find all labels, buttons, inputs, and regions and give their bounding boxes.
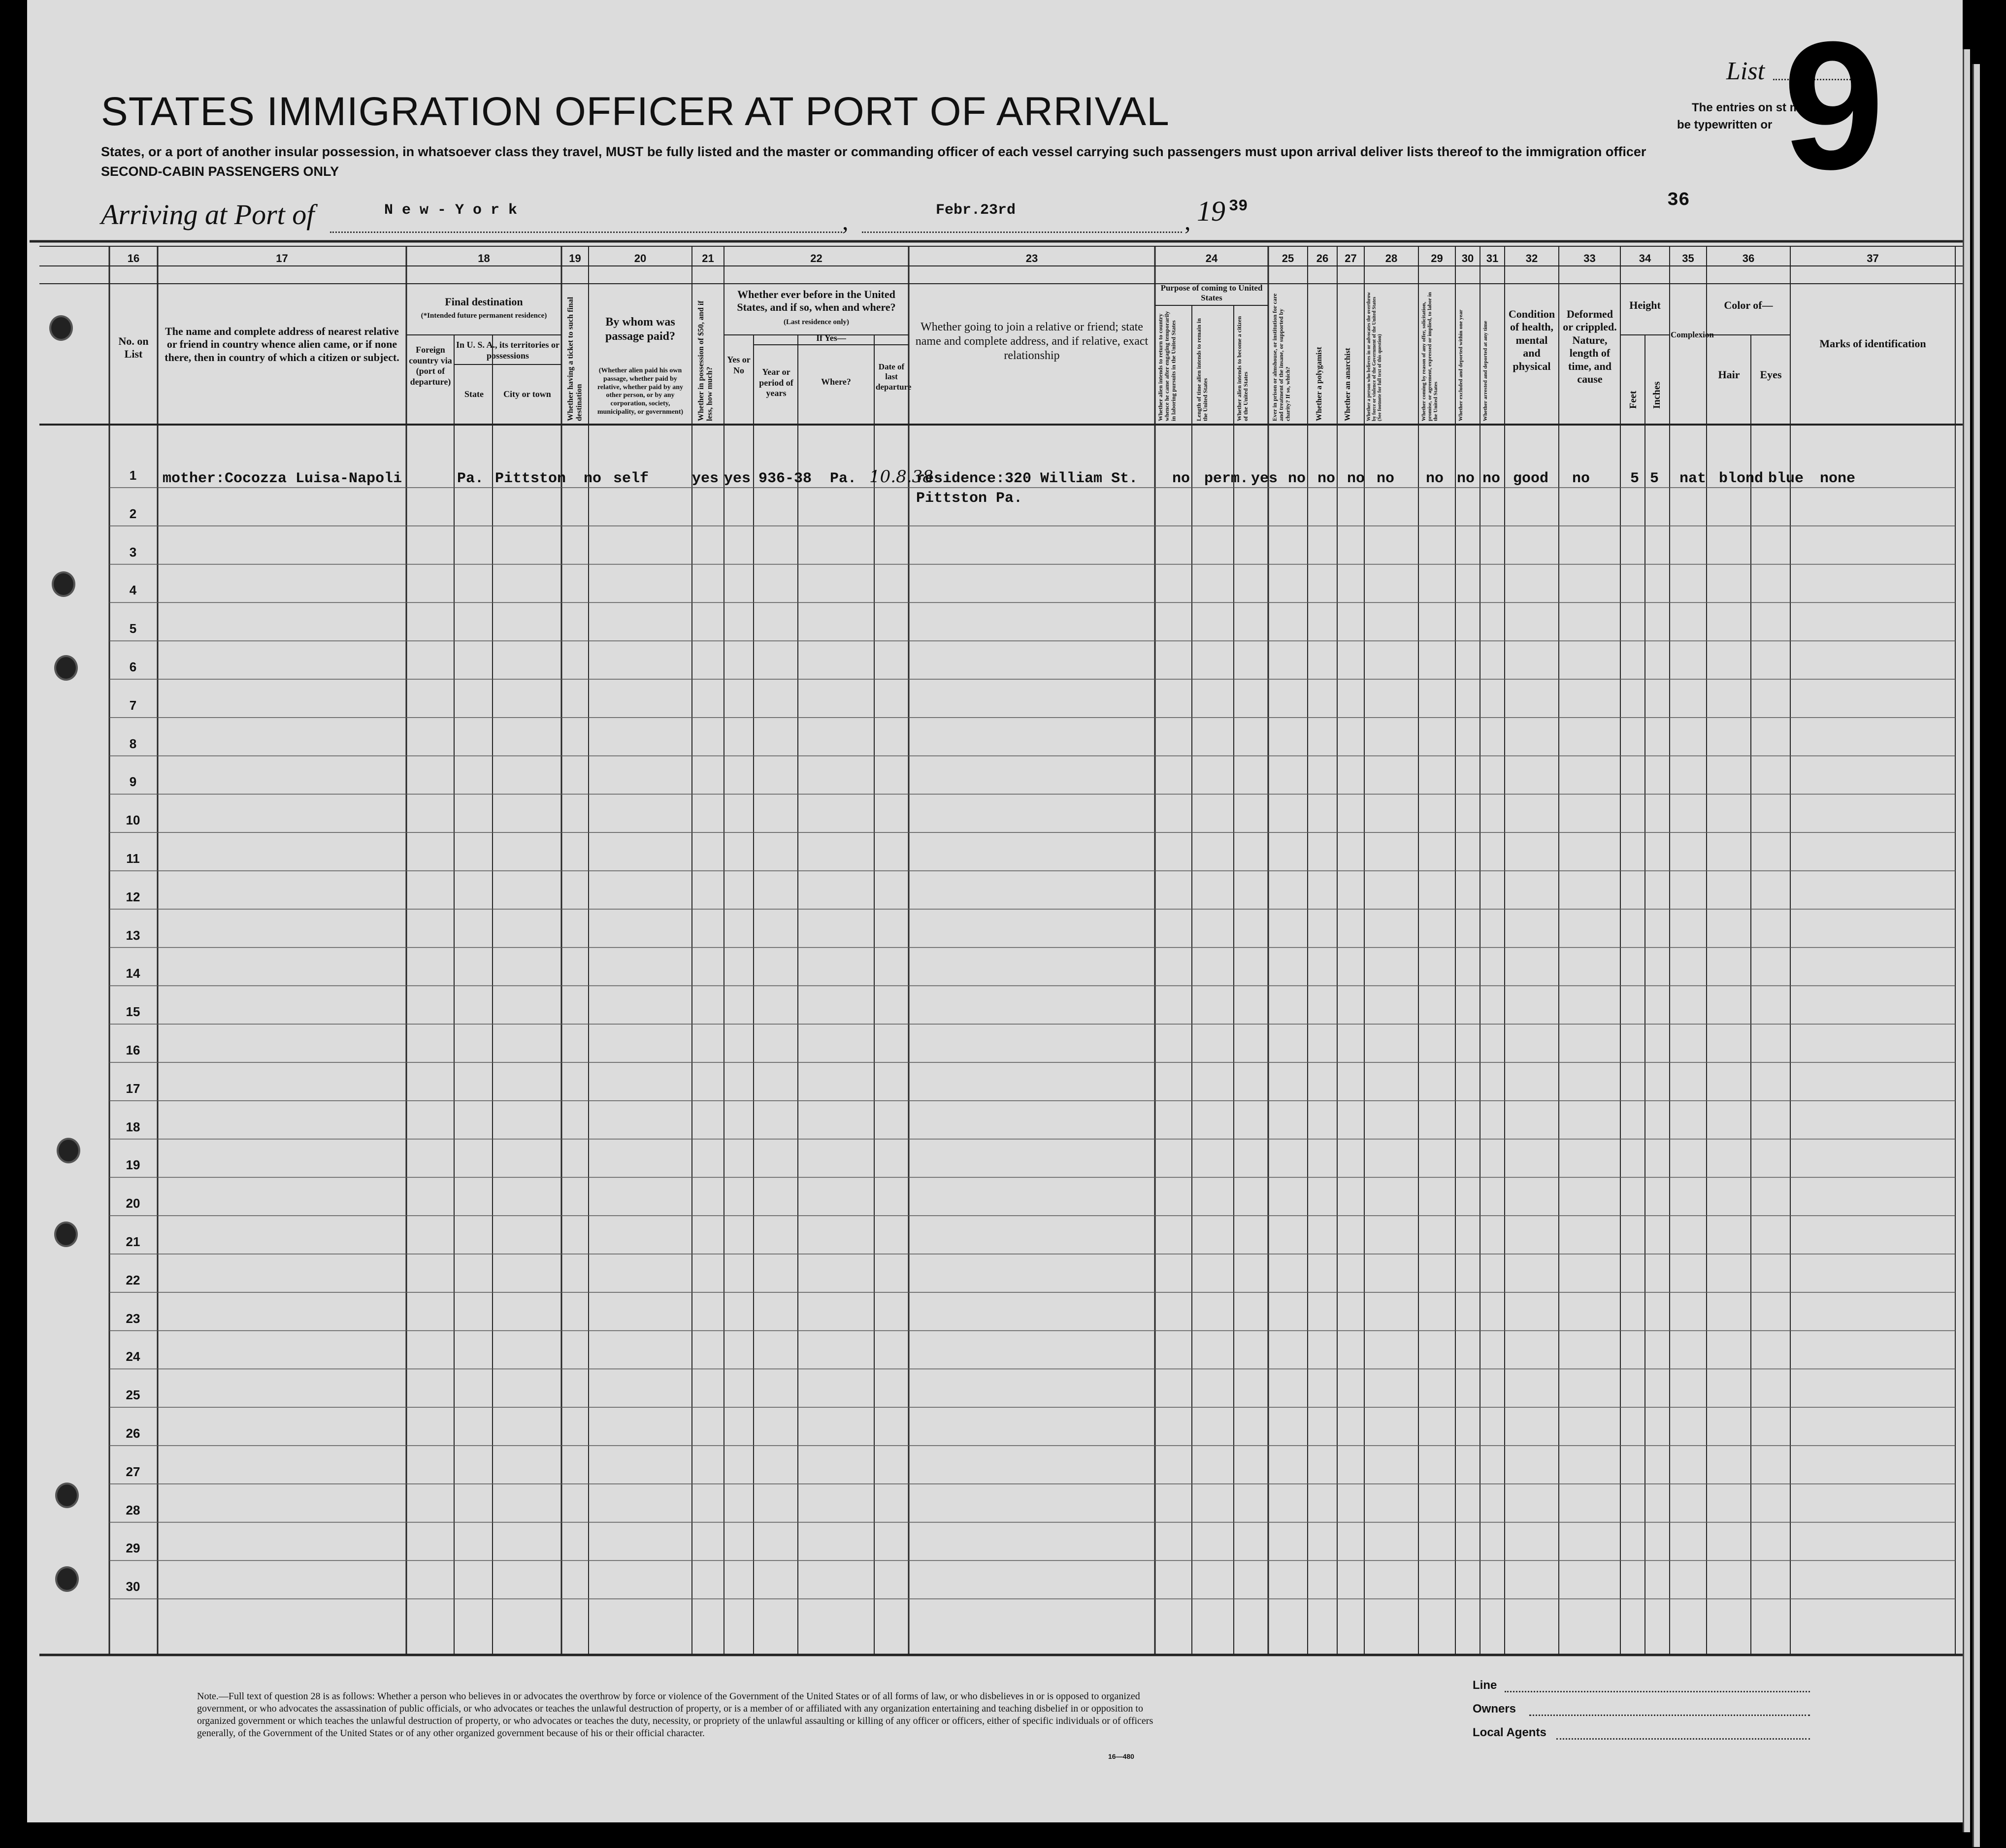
- header-polygamist: Whether a polygamist: [1315, 347, 1323, 421]
- column-number: 28: [1385, 252, 1398, 264]
- header-purpose-return: Whether alien intends to return to country whence he came after engaging temporarily in laboring pursuits in the United States: [1157, 311, 1177, 421]
- row-number: 6: [129, 660, 137, 674]
- cell-anarchist: no: [1347, 470, 1365, 487]
- column-number: 26: [1316, 252, 1329, 264]
- header-state: State: [464, 389, 484, 399]
- header-feet: Feet: [1628, 391, 1639, 409]
- column-number: 16: [127, 252, 140, 264]
- row-number: 19: [126, 1157, 140, 1173]
- date-value: Febr.23rd: [936, 202, 1016, 219]
- cell-state: Pa.: [457, 470, 484, 487]
- cell-paid-by: self: [613, 470, 649, 487]
- header-joining: Whether going to join a relative or friend; state name and complete address, and if relative, exact relationship: [915, 321, 1149, 362]
- header-inches: Inches: [1651, 381, 1662, 409]
- cell-excluded: no: [1457, 470, 1475, 487]
- header-final-destination-note: (*Intended future permanent residence): [421, 312, 547, 320]
- row-number: 1: [129, 468, 137, 483]
- header-labor-offer: Whether coming by reason of any offer, solicitation, promise, or agreement, expressed or implied, to labor in the United States: [1421, 292, 1439, 421]
- header-passage-note: (Whether alien paid his own passage, whether paid by relative, whether paid by any other person, or by any corporation, society, municipality, or government): [597, 367, 684, 416]
- cell-joining-line2: Pittston Pa.: [916, 490, 1023, 507]
- row-number: 3: [129, 544, 137, 560]
- header-no-on-list: No. on List: [118, 335, 149, 361]
- row-number: 29: [126, 1541, 140, 1556]
- row-number: 30: [126, 1579, 140, 1594]
- form-instructions: States, or a port of another insular possession, in whatsoever class they travel, MUST be fully listed and the master or commanding officer of each vessel carrying such passengers must upon arrival deliver lists thereof to the immigration officer: [101, 144, 1646, 159]
- cell-joining-line1: residence:320 William St.: [916, 470, 1138, 487]
- header-years: Year or period of years: [759, 367, 793, 398]
- column-number: 17: [276, 252, 288, 264]
- year-suffix: 39: [1229, 197, 1248, 215]
- form-number: 16—480: [1108, 1752, 1134, 1760]
- typewritten-note: The entries on st must: [1692, 101, 1818, 114]
- cell-departure-date: 10.8.38: [869, 467, 933, 487]
- column-number: 21: [702, 252, 714, 264]
- cell-where: Pa.: [830, 470, 857, 487]
- header-excluded: Whether excluded and deported within one year: [1458, 309, 1464, 421]
- arriving-label: Arriving at Port of: [101, 198, 315, 231]
- column-number: 20: [634, 252, 647, 264]
- header-relative: The name and complete address of nearest relative or friend in country whence alien came, or if none there, then in country of which a citizen or subject.: [164, 325, 399, 363]
- column-number: 18: [478, 252, 490, 264]
- column-number: 27: [1345, 252, 1357, 264]
- header-purpose: Purpose of coming to United States: [1160, 283, 1263, 303]
- header-complexion: Complexion: [1671, 330, 1714, 339]
- cell-polygamist: no: [1317, 470, 1336, 487]
- cell-has-50: yes: [692, 470, 719, 487]
- local-agents-field: [1556, 1738, 1810, 1740]
- header-prison: Ever in prison or almshouse, or institution for care and treatment of the insane, or supported by charity? If so, which?: [1271, 293, 1291, 421]
- cell-complexion: nat: [1679, 470, 1707, 487]
- cell-been-before: yes: [724, 470, 751, 487]
- footnote-question-28: Note.—Full text of question 28 is as follows: Whether a person who believes in or advocates the overthrow by force or violence of the Government of the United States or of all forms of law, or who disbelieves in or is opposed to organized government, or who advocates the assassination of public officials, or who advocates or teaches the unlawful destruction of property, or is a member of or affiliated with any organization entertaining and teaching disbelief in or opposition to organized government or which teaches the unlawful destruction of property, or who advocates or teaches the duty, necessity, or propriety of the unlawful assaulting or killing of any officer or officers, either of specific individuals or of officers generally, of the Government of the United States or of any other organized government because of his or their official character.: [197, 1691, 1153, 1739]
- comma: ,: [842, 207, 849, 235]
- header-ever-before: Whether ever before in the United States, and if so, when and where?: [737, 288, 896, 314]
- header-marks: Marks of identification: [1819, 337, 1926, 350]
- column-number: 24: [1205, 252, 1218, 264]
- row-number: 26: [126, 1426, 140, 1441]
- cell-marks: none: [1820, 470, 1856, 487]
- header-eyes: Eyes: [1760, 368, 1782, 381]
- header-ticket: Whether having a ticket to such final destination: [566, 297, 584, 421]
- row-number: 5: [129, 621, 137, 636]
- cell-inches: 5: [1650, 470, 1659, 487]
- row-number: 14: [126, 966, 140, 981]
- header-height: Height: [1629, 299, 1661, 311]
- header-usa: In U. S. A., its territories or possessions: [456, 340, 559, 361]
- column-number: 30: [1461, 252, 1474, 264]
- column-number: 23: [1025, 252, 1038, 264]
- column-number: 34: [1639, 252, 1651, 264]
- column-number: 35: [1682, 252, 1694, 264]
- column-number: 36: [1742, 252, 1755, 264]
- column-number: 37: [1867, 252, 1879, 264]
- row-number: 7: [129, 697, 137, 713]
- cell-return-intent: no: [1172, 470, 1190, 487]
- line-label: Line: [1473, 1679, 1497, 1692]
- row-number: 12: [126, 889, 140, 904]
- row-number: 24: [126, 1349, 140, 1364]
- row-number: 20: [126, 1196, 140, 1211]
- cell-relative: mother:Cocozza Luisa-Napoli: [163, 470, 402, 487]
- column-number: 19: [569, 252, 581, 264]
- header-deported: Whether arrested and deported at any time: [1482, 321, 1488, 421]
- row-number: 23: [126, 1311, 140, 1326]
- header-final-destination: Final destination: [445, 296, 523, 308]
- row-number: 21: [126, 1234, 140, 1249]
- header-where: Where?: [821, 377, 851, 387]
- header-departure: Date of last departure: [876, 362, 912, 392]
- header-anarchist: Whether an anarchist: [1344, 348, 1352, 421]
- column-number: 31: [1486, 252, 1499, 264]
- header-city: City or town: [503, 389, 551, 399]
- header-foreign-country: Foreign country via (port of departure): [409, 345, 452, 387]
- column-number: 32: [1525, 252, 1538, 264]
- cell-prison: no: [1288, 470, 1306, 487]
- comma: ,: [1184, 207, 1191, 235]
- cell-years: 936-38: [758, 470, 812, 487]
- column-number: 29: [1431, 252, 1443, 264]
- row-number: 13: [126, 927, 140, 943]
- header-purpose-length: Length of time alien intends to remain in the United States: [1195, 318, 1209, 421]
- row-number: 27: [126, 1464, 140, 1479]
- header-passage-paid: By whom was passage paid?: [605, 316, 676, 343]
- row-number: 4: [129, 583, 137, 598]
- cell-deported: no: [1482, 470, 1501, 487]
- header-color: Color of—: [1724, 299, 1773, 311]
- list-label: List: [1726, 57, 1765, 85]
- header-hair: Hair: [1718, 368, 1740, 381]
- cell-feet: 5: [1630, 470, 1640, 487]
- column-number: 33: [1583, 252, 1596, 264]
- row-number: 15: [126, 1004, 140, 1020]
- row-number: 28: [126, 1502, 140, 1518]
- cell-labor-offer: no: [1426, 470, 1444, 487]
- row-number: 9: [129, 774, 137, 790]
- local-agents-label: Local Agents: [1473, 1726, 1546, 1739]
- page-number: 36: [1667, 190, 1690, 211]
- column-number: 25: [1282, 252, 1294, 264]
- form-title: STATES IMMIGRATION OFFICER AT PORT OF ARRIVAL: [101, 89, 1170, 134]
- cell-health: good: [1513, 470, 1549, 487]
- header-yes-no: Yes or No: [727, 355, 751, 375]
- column-number: 22: [810, 252, 822, 264]
- header-last-residence: (Last residence only): [783, 318, 850, 326]
- year-prefix: 19: [1197, 195, 1225, 227]
- cell-city: Pittston: [495, 470, 566, 487]
- row-number: 11: [126, 851, 140, 866]
- cell-eyes: blue: [1768, 470, 1804, 487]
- row-number: 16: [126, 1043, 140, 1057]
- header-deformed: Deformed or crippled. Nature, length of time, and cause: [1563, 308, 1617, 385]
- list-number: 9: [1783, 4, 1884, 207]
- line-field: [1505, 1691, 1810, 1692]
- header-overthrow: Whether a person who believes in or advocates the overthrow by force or violence of the Government of the United States (See footnote for full text of this question): [1366, 292, 1382, 421]
- cell-overthrow: no: [1377, 470, 1395, 487]
- row-number: 17: [126, 1081, 140, 1096]
- typewritten-note: be typewritten or: [1677, 118, 1773, 132]
- cell-hair: blond: [1719, 470, 1764, 487]
- header-possession-50: Whether in possession of $50, and if less, how much?: [697, 300, 714, 421]
- row-number: 2: [129, 506, 137, 521]
- cell-ticket: no: [584, 470, 602, 487]
- port-value: N e w - Y o r k: [384, 202, 518, 219]
- cell-become-citizen: yes: [1251, 470, 1278, 487]
- row-number: 22: [126, 1272, 140, 1287]
- header-health: Condition of health, mental and physical: [1508, 308, 1555, 372]
- owners-label: Owners: [1473, 1702, 1516, 1716]
- row-number: 10: [126, 813, 140, 828]
- row-number: 18: [126, 1119, 140, 1134]
- cell-deformed: no: [1572, 470, 1590, 487]
- row-number: 8: [129, 736, 137, 751]
- class-line: SECOND-CABIN PASSENGERS ONLY: [101, 164, 339, 179]
- header-if-yes: If Yes—: [816, 333, 846, 343]
- header-purpose-citizen: Whether alien intends to become a citizen of the United States: [1236, 316, 1250, 421]
- cell-length-of-stay: perm.: [1204, 470, 1249, 487]
- owners-field: [1529, 1715, 1810, 1716]
- row-number: 25: [126, 1387, 140, 1403]
